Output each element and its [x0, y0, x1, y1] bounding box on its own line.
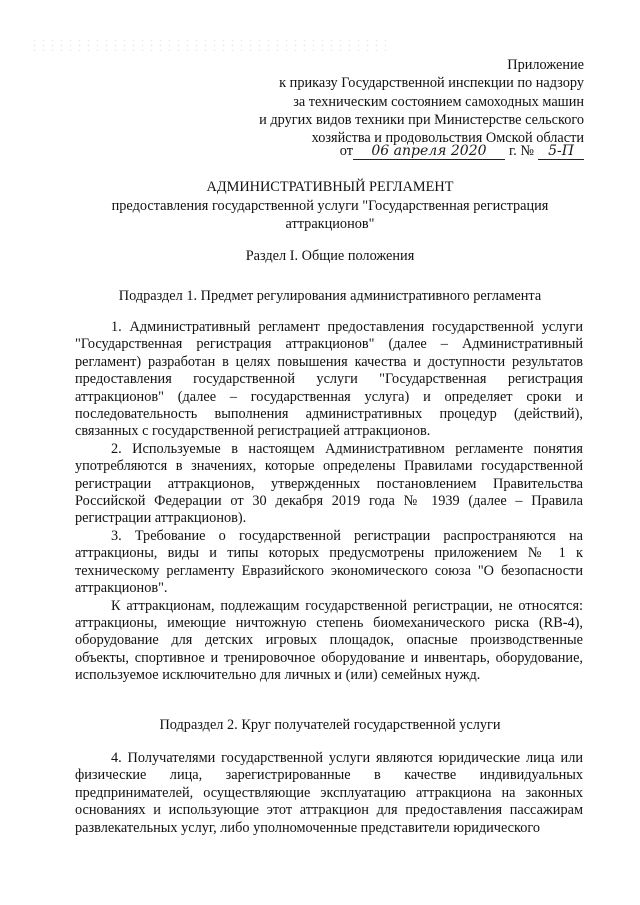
handwritten-number: 5-П: [538, 143, 584, 160]
paragraph: К аттракционам, подлежащим государственной регистрации, не относятся: аттракционы, имеющие ничтожную степень биомеханического риска (RB-4), оборудование для детских игровых площадок, опасные производственные объекты, спортивное и тренировочное оборудование и инвентарь, оборудование, используемое исключительно для личных и (или) семейных нужд.: [75, 597, 583, 684]
subsection-1-body: [75, 319, 583, 685]
subsection-title: Подраздел 2. Круг получателей государственной услуги: [159, 717, 501, 733]
document-title: АДМИНИСТРАТИВНЫЙ РЕГЛАМЕНТ: [206, 179, 454, 195]
order-date-number: [340, 143, 584, 160]
appendix-line: за техническим состоянием самоходных машин: [293, 93, 584, 110]
appendix-line: хозяйства и продовольствия Омской области: [311, 130, 584, 147]
appendix-line: и других видов техники при Министерстве сельского: [259, 111, 584, 128]
handwritten-date: 06 апреля 2020: [353, 143, 505, 160]
section-title: Раздел I. Общие положения: [245, 248, 415, 264]
scan-noise: [30, 38, 390, 52]
paragraph: 3. Требование о государственной регистрации распространяются на аттракционы, виды и типы которых предусмотрены приложением № 1 к техническому регламенту Евразийского экономического союза "О безопасности аттракционов".: [75, 527, 583, 597]
appendix-line: к приказу Государственной инспекции по надзору: [279, 75, 584, 92]
subsection-2-body: [75, 750, 583, 837]
document-subtitle: аттракционов": [285, 216, 375, 232]
paragraph: 1. Административный регламент предоставления государственной услуги "Государственная регистрация аттракционов" (далее – Административный регламент) разработан в целях повышения качества и доступности результатов предоставления государственной услуги "Государственная регистрация аттракционов" (далее – государственная услуга) и определяет сроки и последовательность выполнения административных процедур (действий), связанных с государственной регистрацией аттракционов.: [75, 319, 583, 440]
appendix-title: Приложение: [507, 57, 584, 73]
paragraph: 2. Используемые в настоящем Административном регламенте понятия употребляются в значениях, которые определены Правилами государственной регистрации аттракционов, утвержденных постановлением Правительства Российской Федерации от 30 декабря 2019 года № 1939 (далее – Правила регистрации аттракционов).: [75, 440, 583, 527]
year-number-label: г. №: [508, 143, 534, 159]
appendix-block: [164, 56, 584, 147]
document-subtitle: предоставления государственной услуги "Государственная регистрация: [111, 198, 549, 214]
from-label: от: [339, 143, 353, 159]
subsection-title: Подраздел 1. Предмет регулирования административного регламента: [118, 288, 542, 304]
paragraph: 4. Получателями государственной услуги являются юридические лица или физические лица, зарегистрированные в качестве индивидуальных предпринимателей, осуществляющие эксплуатацию аттракциона на законных основаниях и использующие этот аттракцион для предоставления пассажирам развлекательных услуг, либо уполномоченные представители юридического: [75, 750, 583, 836]
